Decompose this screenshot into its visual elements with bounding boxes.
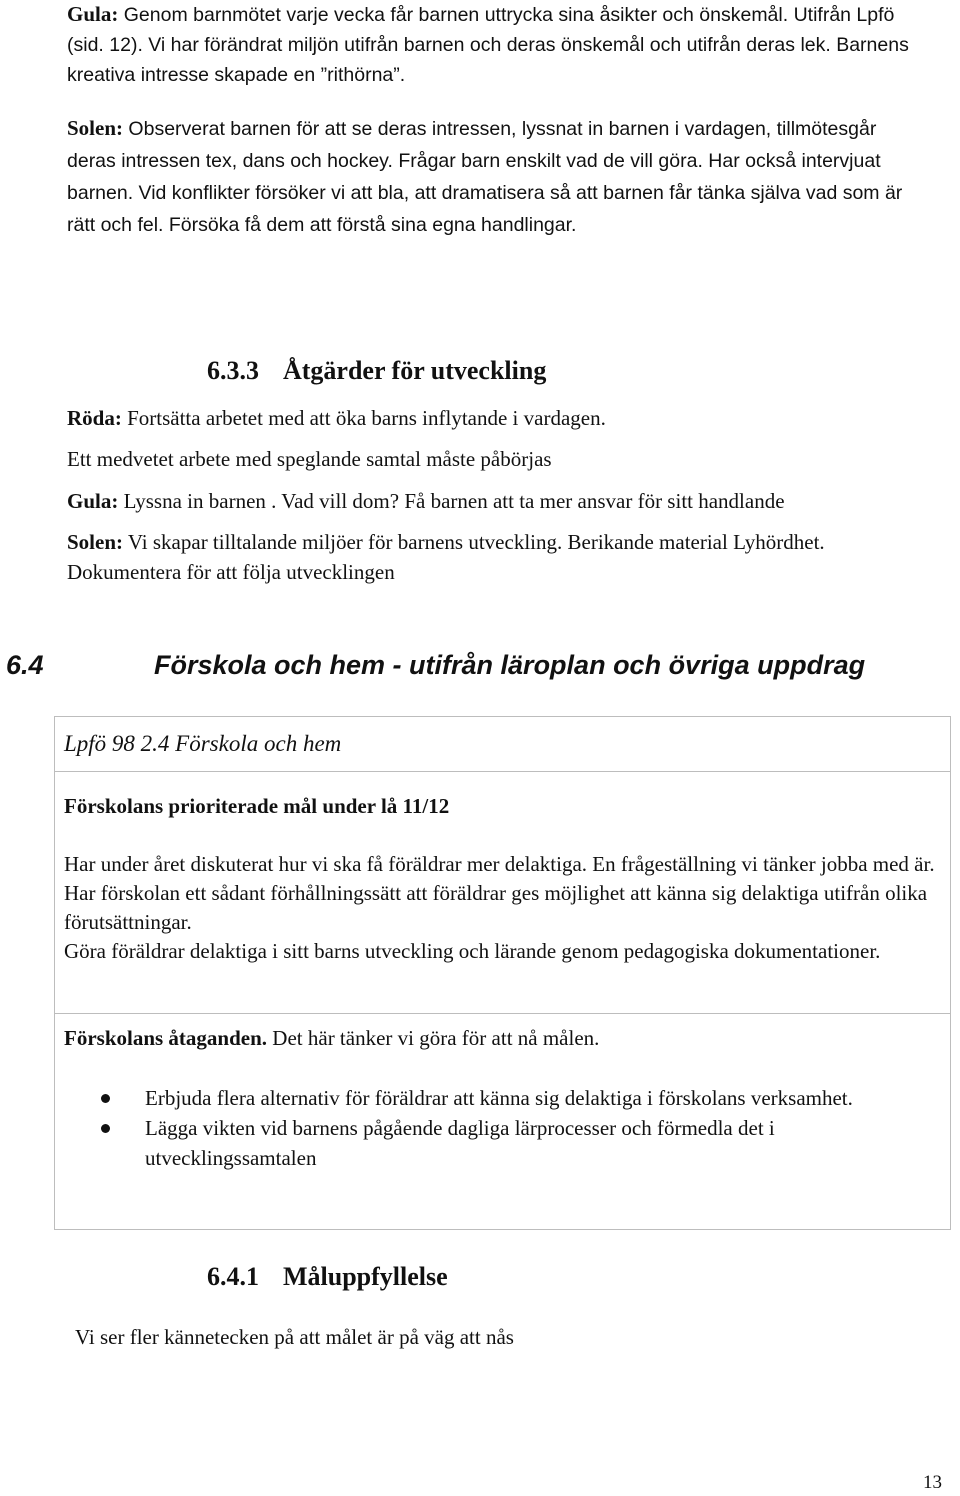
- roda-text: Fortsätta arbetet med att öka barns inflytande i vardagen.: [121, 406, 606, 430]
- roda-label: Röda:: [67, 406, 122, 430]
- section-633-number: 6.3.3: [207, 356, 259, 385]
- section-641-heading: [207, 1262, 448, 1292]
- goals-heading-text: Förskolans prioriterade mål under lå 11/12: [64, 794, 450, 818]
- gula-633-label: Gula:: [67, 489, 119, 513]
- commitments-list: [101, 1083, 920, 1173]
- solen-633-text: Vi skapar tilltalande miljöer för barnens utveckling. Berikande material Lyhördhet. Dokumentera för att följa utvecklingen: [67, 530, 825, 584]
- solen-text: Observerat barnen för att se deras intressen, lyssnat in barnen i vardagen, tillmötesgår deras intressen tex, dans och hockey. Frågar barn enskilt vad de vill göra. Har också intervjuat barnen. Vid konflikter försöker vi att bla, att dramatisera så att barnen får tänka själva vad som är rätt och fel. Försöka få dem att förstå sina egna handlingar.: [67, 118, 903, 236]
- bullet-icon: [101, 1124, 110, 1133]
- list-item-text: Erbjuda flera alternativ för föräldrar att känna sig delaktiga i förskolans verksamhet.: [145, 1086, 853, 1110]
- section-641-number: 6.4.1: [207, 1262, 259, 1291]
- ett-line: Ett medvetet arbete med speglande samtal måste påbörjas: [67, 447, 552, 471]
- gula-633-text: Lyssna in barnen . Vad vill dom? Få barnen att ta mer ansvar för sitt handlande: [118, 489, 785, 513]
- gula-paragraph: [67, 0, 920, 90]
- lpfo-box: [54, 716, 951, 772]
- goals-paragraph-2: Göra föräldrar delaktiga i sitt barns utveckling och lärande genom pedagogiska dokumentationer.: [64, 939, 881, 963]
- list-item: [101, 1113, 920, 1173]
- section-633-heading: [207, 356, 546, 386]
- commitments-box: [54, 1014, 951, 1230]
- gula-line: [67, 486, 930, 516]
- list-item: [101, 1083, 920, 1113]
- section-64-heading: [6, 650, 865, 681]
- goals-paragraph-1: Har under året diskuterat hur vi ska få föräldrar mer delaktiga. En frågeställning vi tänker jobba med är. Har förskolan ett sådant förhållningssätt att föräldrar ges möjlighet att känna sig delaktiga utifrån olika förutsättningar.: [64, 852, 935, 934]
- section-641-title: Måluppfyllelse: [283, 1262, 448, 1291]
- gula-text: Genom barnmötet varje vecka får barnen uttrycka sina åsikter och önskemål. Utifrån Lpfö (sid. 12). Vi har förändrat miljön utifrån barnen och deras önskemål och utifrån deras lek. Barnens kreativa intresse skapade en ”rithörna”.: [67, 4, 909, 86]
- solen-633-label: Solen:: [67, 530, 124, 554]
- section-641-text: Vi ser fler kännetecken på att målet är på väg att nås: [75, 1325, 514, 1349]
- roda-line: [67, 403, 930, 433]
- list-item-text: Lägga vikten vid barnens pågående dagliga lärprocesser och förmedla det i utvecklingssamtalen: [145, 1116, 775, 1170]
- commitments-heading: [64, 1024, 936, 1053]
- solen-label: Solen:: [67, 116, 124, 140]
- section-64-title: Förskola och hem - utifrån läroplan och övriga uppdrag: [154, 650, 866, 680]
- solen-paragraph: [67, 112, 920, 241]
- bullet-icon: [101, 1094, 110, 1103]
- goals-heading: [64, 792, 936, 821]
- section-633-title: Åtgärder för utveckling: [283, 356, 547, 385]
- goals-box: [54, 772, 951, 1014]
- page-number: 13: [923, 1472, 942, 1493]
- commitments-label: Förskolans åtaganden.: [64, 1026, 268, 1050]
- lpfo-title: Lpfö 98 2.4 Förskola och hem: [64, 731, 342, 756]
- gula-label: Gula:: [67, 2, 119, 26]
- solen-line: [67, 527, 930, 587]
- commitments-text: Det här tänker vi göra för att nå målen.: [267, 1026, 600, 1050]
- section-64-number: 6.4: [6, 650, 44, 680]
